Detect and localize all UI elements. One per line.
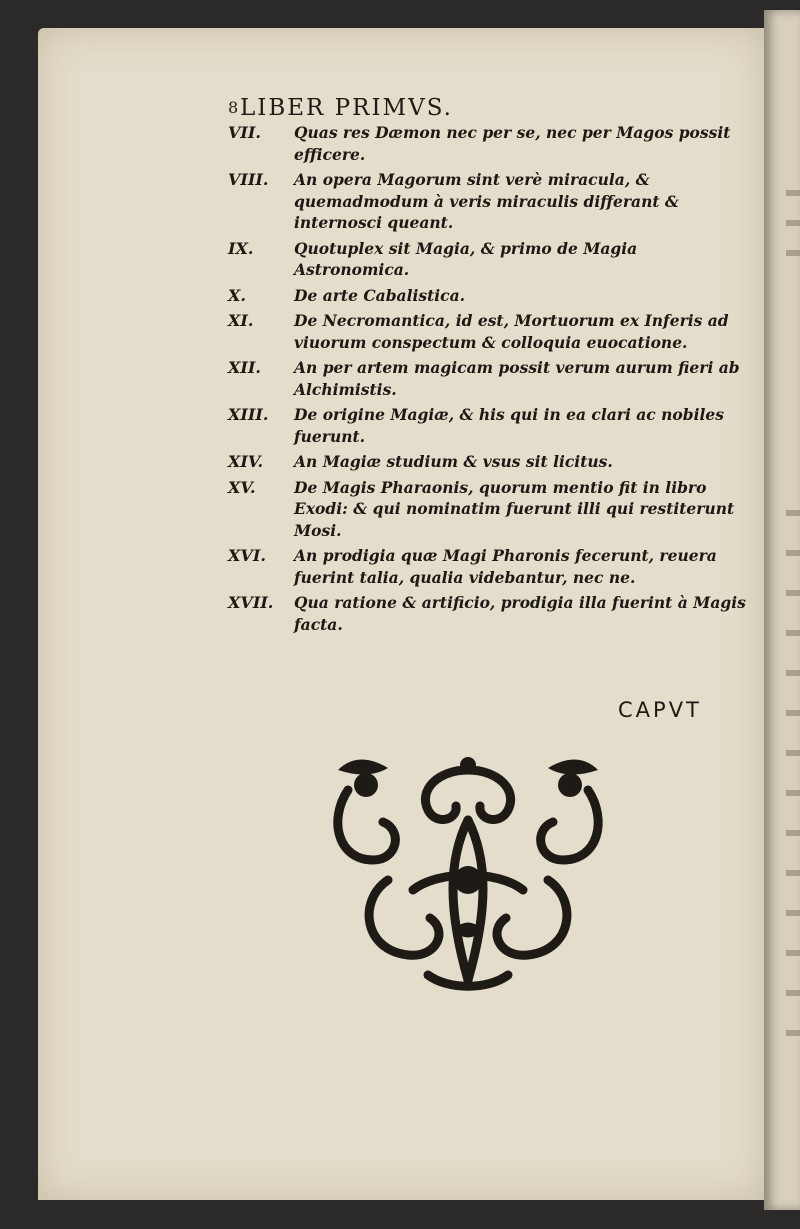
chapter-number: IX. [228, 238, 254, 258]
chapter-title: De Magis Pharaonis, quorum mentio fit in libro Exodi: & qui nominatim fuerunt illi qui restiterunt Mosi. [294, 477, 735, 540]
page-number: 8 [228, 98, 239, 117]
fleuron-ornament-icon [318, 750, 618, 1000]
chapter-title: Quas res Dæmon nec per se, nec per Magos possit efficere. [294, 123, 731, 164]
chapter-title: Quotuplex sit Magia, & primo de Magia Astronomica. [294, 238, 638, 279]
chapter-number: XV. [228, 477, 256, 497]
running-head: LIBER PRIMVS. [240, 95, 453, 121]
list-item [228, 122, 748, 165]
list-item [228, 357, 748, 400]
chapter-title: An prodigia quæ Magi Pharonis fecerunt, reuera fuerint talia, qualia videbantur, nec ne. [294, 546, 717, 587]
chapter-title: An Magiæ studium & vsus sit licitus. [294, 452, 613, 471]
catchword: CAPVT [618, 698, 702, 722]
list-item [228, 477, 748, 542]
chapter-title: An opera Magorum sint verè miracula, & quemadmodum à veris miraculis differant & internosci queant. [294, 170, 679, 232]
chapter-list [228, 122, 748, 639]
list-item [228, 285, 748, 307]
list-item [228, 404, 748, 447]
list-item [228, 592, 748, 635]
chapter-number: XII. [228, 358, 261, 377]
chapter-number: VIII. [228, 170, 269, 189]
list-item [228, 451, 748, 473]
chapter-number: VII. [228, 123, 261, 142]
chapter-title: Qua ratione & artificio, prodigia illa fuerint à Magis facta. [294, 593, 746, 634]
list-item [228, 238, 748, 281]
chapter-title: An per artem magicam possit verum aurum fieri ab Alchimistis. [294, 358, 740, 399]
chapter-title: De arte Cabalistica. [294, 285, 466, 305]
chapter-number: X. [228, 285, 246, 305]
list-item [228, 310, 748, 353]
chapter-number: XVI. [228, 546, 266, 565]
list-item [228, 545, 748, 588]
chapter-number: XIV. [228, 452, 264, 471]
adjacent-page-edge [764, 10, 800, 1210]
chapter-title: De origine Magiæ, & his qui in ea clari ac nobiles fuerunt. [294, 405, 724, 446]
chapter-number: XI. [228, 311, 254, 330]
chapter-number: XVII. [228, 593, 274, 612]
chapter-title: De Necromantica, id est, Mortuorum ex Inferis ad viuorum conspectum & colloquia euocatione. [294, 311, 729, 352]
list-item [228, 169, 748, 234]
chapter-number: XIII. [228, 405, 269, 424]
